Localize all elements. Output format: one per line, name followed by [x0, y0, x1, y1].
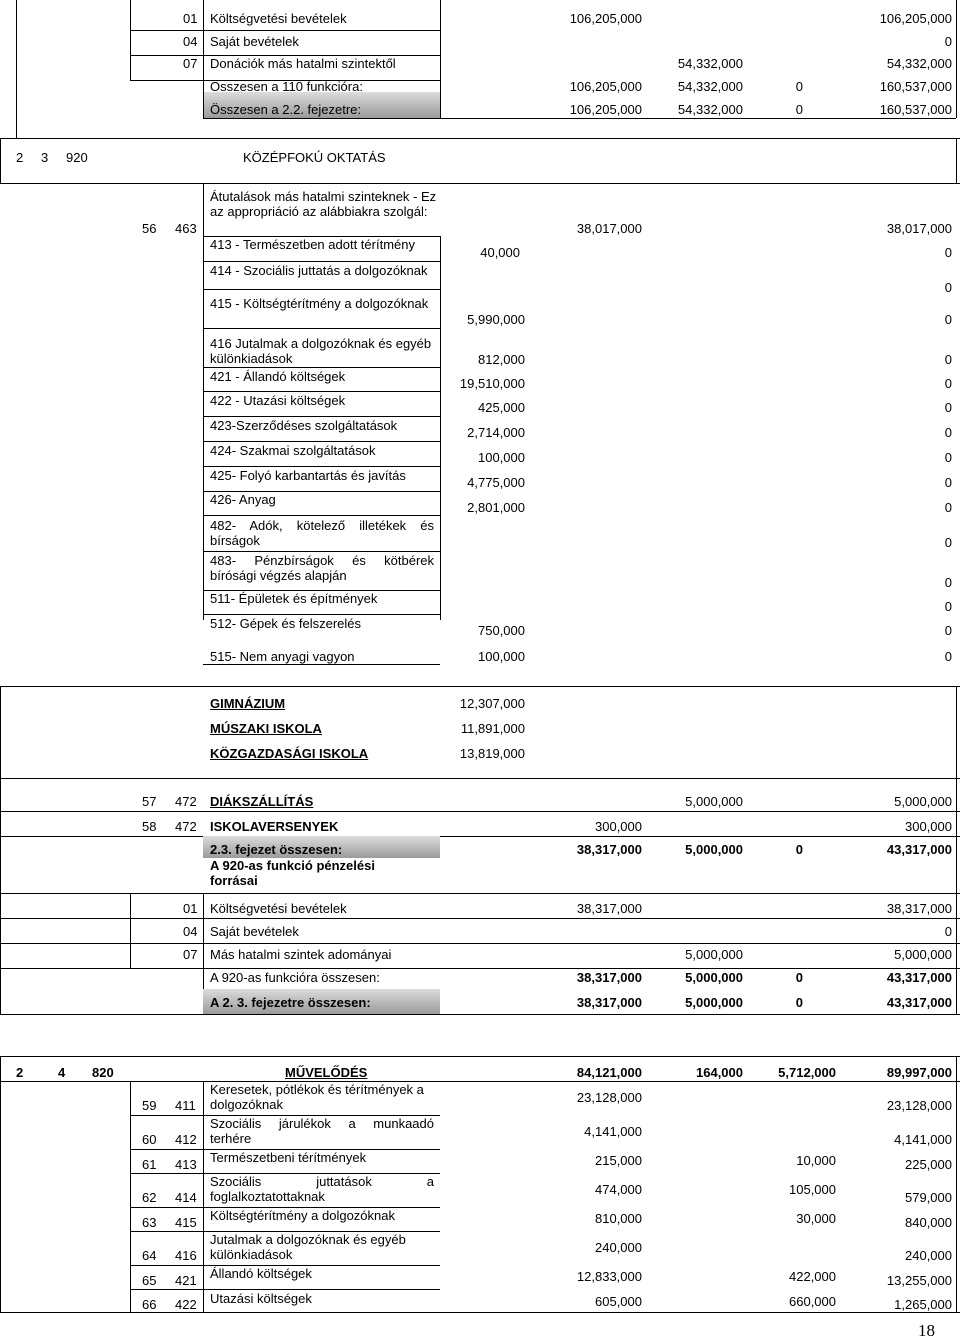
- source-total: 5,000,000: [894, 947, 952, 962]
- source-code: 04: [183, 924, 198, 939]
- item-total: 0: [944, 575, 952, 590]
- item-amount: 812,000: [478, 352, 525, 367]
- sum110-c2: 54,332,000: [677, 79, 743, 94]
- row-label: Keresetek, pótlékok és térítmények a dolgozóknak: [210, 1082, 424, 1112]
- item-total: 0: [944, 599, 952, 614]
- row-amount: 300,000: [595, 819, 642, 834]
- item-total: 0: [944, 376, 952, 391]
- row-code-1: 66: [142, 1297, 157, 1312]
- section-v3: 5,712,000: [778, 1065, 836, 1080]
- row-label: Utazási költségek: [210, 1291, 312, 1306]
- row-code-1: 63: [142, 1215, 157, 1230]
- row-code-2: 411: [175, 1098, 196, 1113]
- item-amount: 19,510,000: [459, 376, 525, 391]
- chapter-c3: 0: [795, 842, 803, 857]
- row-total: 240,000: [905, 1248, 952, 1263]
- section-code-3: 920: [66, 150, 88, 165]
- row-amount: 4,141,000: [584, 1124, 642, 1139]
- row-amount: 12,833,000: [576, 1269, 642, 1284]
- row-amount: 240,000: [595, 1240, 642, 1255]
- item-label: 511- Épületek és építmények: [210, 591, 378, 606]
- row-code-1: 57: [142, 794, 157, 809]
- transfer-amount: 38,017,000: [576, 221, 642, 236]
- item-amount: 425,000: [478, 400, 525, 415]
- row-label: DIÁKSZÁLLÍTÁS: [210, 794, 314, 809]
- item-label: 424- Szakmai szolgáltatások: [210, 443, 376, 458]
- row-amount-2: 30,000: [796, 1211, 836, 1226]
- sum110-label: Összesen a 110 funkcióra:: [210, 79, 363, 94]
- row-code: 04: [183, 34, 198, 49]
- row-total: 840,000: [905, 1215, 952, 1230]
- item-amount: 40,000: [480, 245, 520, 260]
- row-total: 0: [944, 34, 952, 49]
- item-total: 0: [944, 245, 952, 260]
- school-name: KÖZGAZDASÁGI ISKOLA: [210, 746, 369, 761]
- row-amount: 106,205,000: [569, 11, 642, 26]
- row-code-1: 65: [142, 1273, 157, 1288]
- section-v1: 84,121,000: [576, 1065, 642, 1080]
- item-label: 423-Szerződéses szolgáltatások: [210, 418, 398, 433]
- chapter-c1: 38,317,000: [576, 842, 642, 857]
- item-total: 0: [944, 400, 952, 415]
- item-label: 415 - Költségtérítmény a dolgozóknak: [210, 296, 429, 311]
- source-code: 07: [183, 947, 198, 962]
- section-code-1: 2: [16, 150, 24, 165]
- group-code-1: 56: [142, 221, 157, 236]
- transfer-label: Átutalások más hatalmi szinteknek - Ez az appropriáció az alábbiakra szolgál:: [210, 189, 437, 219]
- source-total: 38,317,000: [886, 901, 952, 916]
- row-total: 54,332,000: [886, 56, 952, 71]
- funding-label: A 920-as funkció pénzelési forrásai: [210, 858, 375, 888]
- row-label: ISKOLAVERSENYEK: [210, 819, 339, 834]
- item-total: 0: [944, 500, 952, 515]
- sum23-c3: 0: [795, 995, 803, 1010]
- item-label: 512- Gépek és felszerelés: [210, 616, 362, 631]
- row-label: Költségtérítmény a dolgozóknak: [210, 1208, 395, 1223]
- row-amount-2: 105,000: [789, 1182, 836, 1197]
- item-total: 0: [944, 450, 952, 465]
- row-code-2: 412: [175, 1132, 197, 1147]
- sum22-label: Összesen a 2.2. fejezetre:: [210, 102, 362, 117]
- sum920-c1: 38,317,000: [576, 970, 642, 985]
- row-code: 01: [183, 11, 198, 26]
- row-label: Szociális járulékok a munkaadó terhére: [210, 1116, 434, 1146]
- row-code-1: 62: [142, 1190, 157, 1205]
- sum920-total: 43,317,000: [886, 970, 952, 985]
- sum920-c2: 5,000,000: [685, 970, 743, 985]
- item-amount: 4,775,000: [467, 475, 525, 490]
- group-code-2: 463: [175, 221, 197, 236]
- row-code-1: 58: [142, 819, 157, 834]
- row-code-2: 472: [175, 819, 197, 834]
- row-code-1: 61: [142, 1157, 157, 1172]
- row-amount: 605,000: [595, 1294, 642, 1309]
- item-label: 483- Pénzbírságok és kötbérek bírósági végzés alapján: [210, 553, 434, 583]
- section-code-1: 2: [16, 1065, 24, 1080]
- item-label: 422 - Utazási költségek: [210, 393, 346, 408]
- source-amount: 38,317,000: [576, 901, 642, 916]
- item-total: 0: [944, 623, 952, 638]
- row-total: 5,000,000: [894, 794, 952, 809]
- row-code-2: 472: [175, 794, 197, 809]
- source-code: 01: [183, 901, 198, 916]
- item-label: 414 - Szociális juttatás a dolgozóknak: [210, 263, 428, 278]
- item-total: 0: [944, 312, 952, 327]
- transfer-total: 38,017,000: [886, 221, 952, 236]
- row-total: 4,141,000: [894, 1132, 952, 1147]
- row-code-2: 413: [175, 1157, 197, 1172]
- row-code-2: 414: [175, 1190, 197, 1205]
- row-amount-2: 10,000: [796, 1153, 836, 1168]
- row-code-1: 59: [142, 1098, 157, 1113]
- sum22-c1: 106,205,000: [569, 102, 642, 117]
- school-name: MÚSZAKI ISKOLA: [210, 721, 322, 736]
- row-code: 07: [183, 56, 198, 71]
- sum110-total: 160,537,000: [879, 79, 952, 94]
- school-name: GIMNÁZIUM: [210, 696, 286, 711]
- school-amount: 11,891,000: [460, 721, 525, 736]
- item-amount: 2,801,000: [467, 500, 525, 515]
- item-label: 416 Jutalmak a dolgozóknak és egyéb különkiadások: [210, 336, 432, 366]
- row-total: 1,265,000: [894, 1297, 952, 1312]
- row-code-2: 415: [175, 1215, 197, 1230]
- item-label: 515- Nem anyagi vagyon: [210, 649, 355, 664]
- item-amount: 100,000: [478, 450, 525, 465]
- item-total: 0: [944, 425, 952, 440]
- row-total: 13,255,000: [886, 1273, 952, 1288]
- source-amount: 5,000,000: [685, 947, 743, 962]
- sum920-label: A 920-as funkcióra összesen:: [210, 970, 380, 985]
- row-total: 23,128,000: [886, 1098, 952, 1113]
- sum23-c2: 5,000,000: [685, 995, 743, 1010]
- row-total: 106,205,000: [879, 11, 952, 26]
- chapter-total: 43,317,000: [886, 842, 952, 857]
- sum22-c2: 54,332,000: [677, 102, 743, 117]
- row-code-2: 422: [175, 1297, 197, 1312]
- school-amount: 12,307,000: [459, 696, 525, 711]
- row-code-1: 60: [142, 1132, 157, 1147]
- section-code-2: 3: [41, 150, 49, 165]
- sum110-c1: 106,205,000: [569, 79, 642, 94]
- item-amount: 5,990,000: [467, 312, 525, 327]
- source-label: Saját bevételek: [210, 924, 299, 939]
- row-total: 300,000: [905, 819, 952, 834]
- chapter-c2: 5,000,000: [685, 842, 743, 857]
- sum920-c3: 0: [795, 970, 803, 985]
- row-amount: 215,000: [595, 1153, 642, 1168]
- row-total: 225,000: [905, 1157, 952, 1172]
- sum23-label: A 2. 3. fejezetre összesen:: [210, 995, 371, 1010]
- row-code-1: 64: [142, 1248, 157, 1263]
- row-label: Donációk más hatalmi szintektől: [210, 56, 396, 71]
- row-label: Jutalmak a dolgozóknak és egyéb különkiadások: [210, 1232, 406, 1262]
- row-label: Természetbeni térítmények: [210, 1150, 367, 1165]
- source-label: Költségvetési bevételek: [210, 901, 347, 916]
- row-label: Állandó költségek: [210, 1266, 312, 1281]
- row-label: Szociális juttatások a foglalkoztatottaknak: [210, 1174, 434, 1204]
- school-amount: 13,819,000: [459, 746, 525, 761]
- row-amount: 474,000: [595, 1182, 642, 1197]
- row-amount: 5,000,000: [685, 794, 743, 809]
- chapter-label: 2.3. fejezet összesen:: [210, 842, 343, 857]
- item-label: 426- Anyag: [210, 492, 276, 507]
- row-code-2: 416: [175, 1248, 197, 1263]
- section-code-3: 820: [92, 1065, 114, 1080]
- item-amount: 100,000: [478, 649, 525, 664]
- row-amount-2: 422,000: [789, 1269, 836, 1284]
- row-code-2: 421: [175, 1273, 197, 1288]
- item-amount: 2,714,000: [467, 425, 525, 440]
- section-total: 89,997,000: [886, 1065, 952, 1080]
- row-amount: 810,000: [595, 1211, 642, 1226]
- row-amount: 54,332,000: [677, 56, 743, 71]
- sum23-c1: 38,317,000: [576, 995, 642, 1010]
- item-label: 425- Folyó karbantartás és javítás: [210, 468, 406, 483]
- item-total: 0: [944, 352, 952, 367]
- section-title: MŰVELŐDÉS: [285, 1065, 368, 1080]
- item-total: 0: [944, 649, 952, 664]
- item-total: 0: [944, 535, 952, 550]
- item-amount: 750,000: [478, 623, 525, 638]
- row-label: Saját bevételek: [210, 34, 299, 49]
- section-code-2: 4: [58, 1065, 66, 1080]
- sum22-total: 160,537,000: [879, 102, 952, 117]
- row-label: Költségvetési bevételek: [210, 11, 347, 26]
- row-amount-2: 660,000: [789, 1294, 836, 1309]
- row-amount: 23,128,000: [576, 1090, 642, 1105]
- section-title: KÖZÉPFOKÚ OKTATÁS: [243, 150, 386, 165]
- row-total: 579,000: [905, 1190, 952, 1205]
- item-label: 482- Adók, kötelező illetékek és bírságok: [210, 518, 434, 548]
- section-v2: 164,000: [696, 1065, 743, 1080]
- item-total: 0: [944, 280, 952, 295]
- source-total: 0: [944, 924, 952, 939]
- page-number: 18: [918, 1321, 935, 1340]
- sum110-c3: 0: [795, 79, 803, 94]
- item-label: 413 - Természetben adott térítmény: [210, 237, 415, 252]
- sum22-c3: 0: [795, 102, 803, 117]
- source-label: Más hatalmi szintek adományai: [210, 947, 392, 962]
- sum23-total: 43,317,000: [886, 995, 952, 1010]
- item-label: 421 - Állandó költségek: [210, 369, 346, 384]
- item-total: 0: [944, 475, 952, 490]
